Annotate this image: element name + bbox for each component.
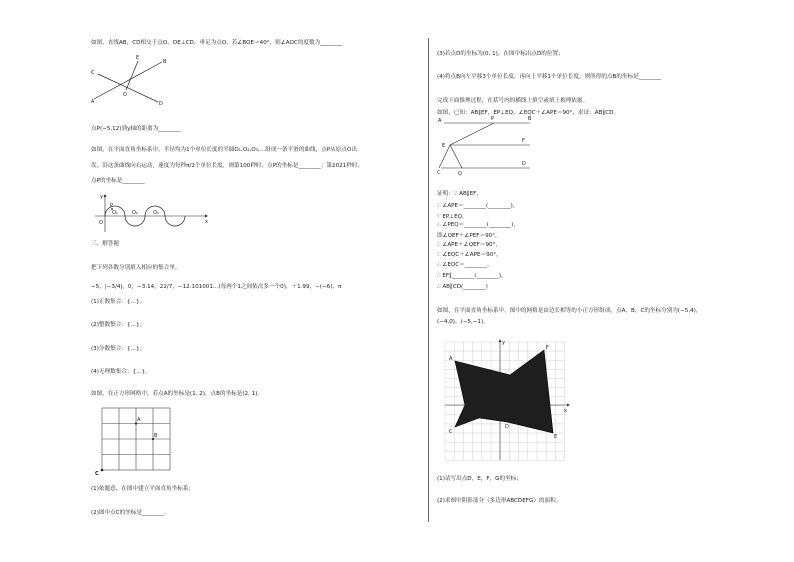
proof-line-7: ∵ ∠EQC＋∠APE＝90°， — [437, 252, 502, 258]
question-polygon-sub1: (1)请写出点D，E，F，G的坐标； — [437, 476, 522, 482]
label-a: A — [137, 417, 141, 423]
label-b: B — [457, 400, 461, 406]
proof-line-8: ∴ ∠EQC＝________， — [437, 262, 493, 268]
label-d: D — [505, 424, 509, 430]
label-e: E — [136, 55, 140, 61]
set-fraction: (3)分数集合：{…}； — [91, 346, 146, 352]
label-o: O — [123, 92, 127, 98]
label-f: F — [546, 345, 549, 351]
label-d: D — [159, 101, 163, 107]
point-c — [101, 469, 104, 472]
proof-line-9: ∴ EF∥________(________)， — [437, 273, 507, 279]
proof-line-1: 证明：∵ AB∥EF， — [437, 191, 482, 197]
label-x: x — [205, 219, 208, 225]
question-grid-sub1: (1)依题意，在图中建立平面直角坐标系； — [91, 486, 195, 492]
label-q: Q — [458, 171, 462, 177]
x-axis-arrow — [567, 404, 570, 407]
question-sets-numbers: −5，|−3/4|，0，−3.14，22/7，−12.101001…(每两个1之间依次多一个0)，＋1.99，−(−6)，π — [91, 284, 342, 290]
section-heading: 三、解答题 — [91, 241, 119, 247]
question-proof-title: 完成下面推理过程，在括号内的横线上填空或填上推理依据。 — [437, 98, 589, 104]
label-o2: O₂ — [132, 210, 138, 216]
label-b: B — [154, 433, 158, 439]
label-origin: O — [99, 220, 103, 226]
column-divider — [428, 38, 429, 522]
label-a: A — [91, 99, 95, 105]
proof-line-5: 即∠QEF＋∠PEF＝90°， — [437, 233, 501, 239]
figure-coordinate-polygon — [443, 338, 573, 463]
label-c: C — [437, 170, 441, 176]
label-b: B — [163, 59, 167, 65]
y-axis-arrow — [104, 194, 107, 197]
question-proof-given: 如图，已知：AB∥EF，EP⊥EQ，∠EQC＋∠APE＝90°，求证：AB∥CD。 — [437, 110, 620, 116]
figure-semicircle-curve — [93, 192, 213, 234]
label-y: y — [100, 194, 103, 200]
label-a: A — [438, 118, 442, 124]
label-c: C — [91, 70, 95, 76]
label-p: P — [110, 203, 114, 209]
label-e: E — [442, 143, 446, 149]
label-c: C — [449, 429, 453, 435]
segment-ep — [450, 123, 494, 145]
label-b: B — [528, 116, 532, 122]
label-x: x — [564, 408, 567, 414]
question-grid-sub2: (2)图中点C的坐标是________。 — [91, 510, 170, 516]
label-c: C — [95, 471, 99, 477]
question-grid-sub4: (4)将点B向左平移3个单位长度，再向上平移1个单位长度，则所得的点B的坐标是________ — [437, 74, 662, 80]
label-d: D — [522, 161, 526, 167]
question-grid: 如图，在正方形网格中，若点A的坐标是(1, 2)，点B的坐标是(2, 1)。 — [91, 391, 263, 397]
label-a: A — [449, 356, 453, 362]
figure-intersecting-lines — [88, 52, 168, 107]
proof-line-2: ∴ ∠APE＝________(________)， — [437, 203, 519, 209]
shaded-polygon — [455, 350, 553, 433]
label-g: G — [509, 369, 513, 375]
question-sets-title: 把下列各数分别填入相应的集合里。 — [91, 265, 181, 271]
question-grid-sub3: (3)若点D的坐标为(0, 1)，在图中标出点D的位置； — [437, 51, 564, 57]
line-cd — [98, 74, 158, 102]
proof-line-6: ∴ ∠APE＋∠QEF＝90°， — [437, 242, 501, 248]
figure-parallel-lines — [436, 116, 536, 176]
grid-lines — [102, 408, 170, 470]
x-axis-arrow — [205, 215, 208, 218]
figure-square-grid — [94, 404, 174, 476]
set-integer: (2)整数集合：{…}； — [91, 322, 146, 328]
proof-line-3: ∵ EP⊥EQ， — [437, 214, 468, 220]
set-positive: (1)正数集合：{…}； — [91, 299, 146, 305]
label-o1: O₁ — [112, 210, 118, 216]
question-curve-line2: 发，沿这条曲线向右运动，速度为每秒π/2个单位长度，则第100秒时，点P的坐标是________；第2021秒时， — [91, 163, 364, 169]
question-polygon-sub2: (2)求图中阴影部分（多边形ABCDEFG）的面积。 — [437, 498, 562, 504]
proof-line-4: ∴ ∠PEQ＝________(________)， — [437, 222, 519, 228]
question-polygon-line2: (−4,0)，(−5,−1)。 — [437, 319, 489, 325]
question-curve-line3: 点P的坐标是________ — [91, 178, 145, 184]
ray-oe — [126, 61, 138, 90]
label-e: E — [554, 434, 558, 440]
label-p: P — [491, 116, 495, 122]
line-ab — [94, 62, 162, 99]
question-polygon-line1: 如图，在平面直角坐标系中，图中的网格是由边长相等的小正方形组成，点A，B，C的坐标分别为(−5,4)， — [437, 308, 702, 314]
set-irrational: (4)无理数集合：{…}。 — [91, 369, 151, 375]
label-o3: O₃ — [153, 210, 159, 216]
question-curve-line1: 如图，在平面直角坐标系中，半径均为1个单位长度的半圆O₁,O₂,O₃,…组成一条平滑的曲线，点P从原点O出 — [91, 147, 357, 153]
label-y: y — [502, 340, 505, 346]
question-angle-aoc: 如图，直线AB，CD相交于点O，OE⊥CD，垂足为点O，若∠BOE＝40°，则∠AOC的度数为________ — [91, 40, 343, 46]
question-distance: 点P(−5,12)到y轴的距离为________ — [91, 126, 181, 132]
label-origin: O — [494, 407, 498, 413]
segment-eq — [450, 145, 462, 168]
label-f: F — [522, 138, 525, 144]
proof-line-10: ∴ AB∥CD(________) — [437, 284, 488, 290]
